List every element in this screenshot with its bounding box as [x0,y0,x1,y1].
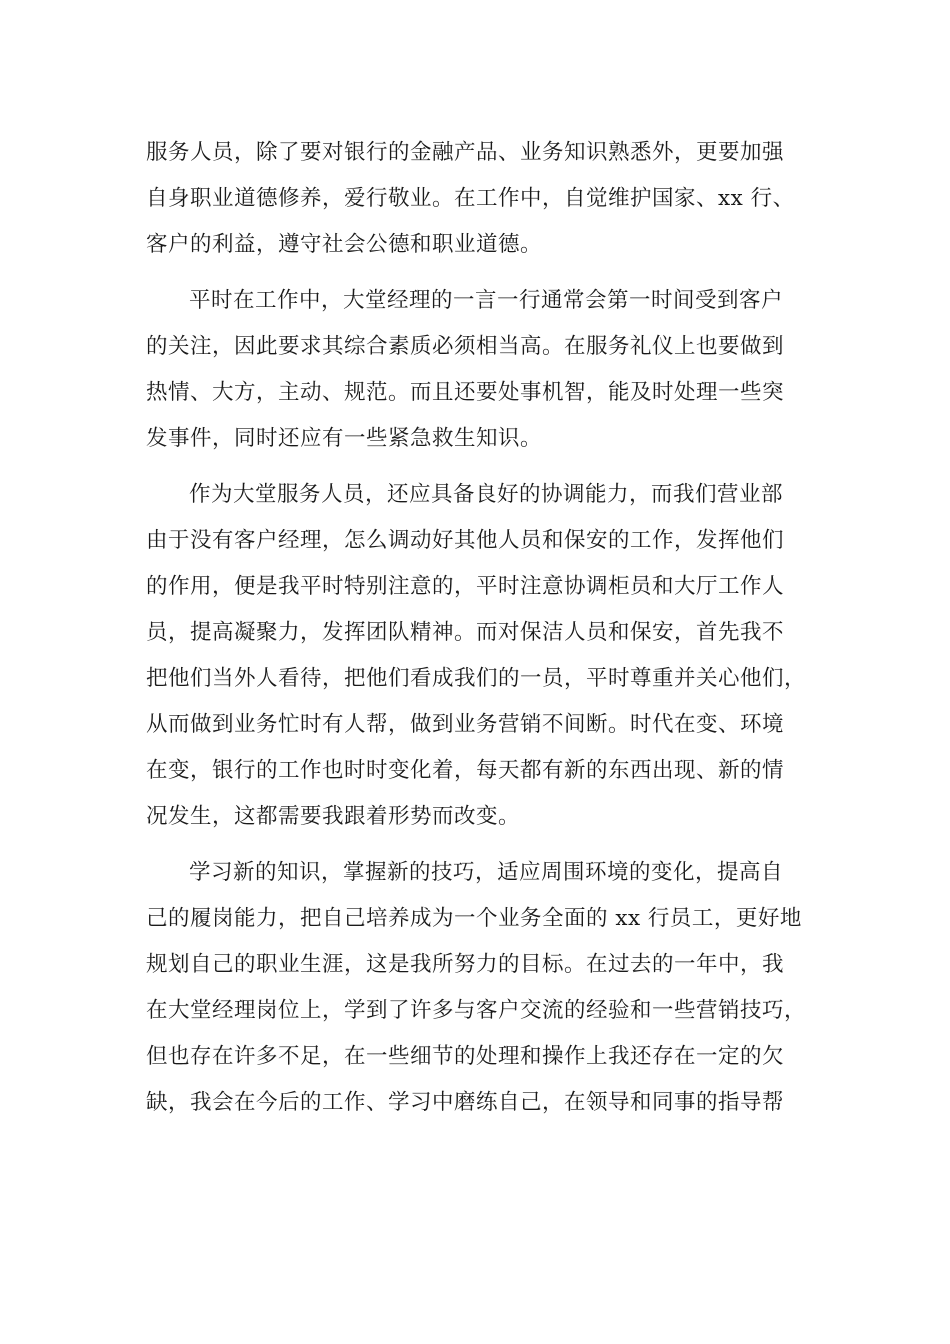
text-line: 作为大堂服务人员，还应具备良好的协调能力，而我们营业部 [189,482,784,507]
text-line: 把他们当外人看待，把他们看成我们的一员，平时尊重并关心他们， [146,666,807,691]
text-line: 的作用，便是我平时特别注意的，平时注意协调柜员和大厅工作人 [146,574,785,599]
text-line: 客户的利益，遵守社会公德和职业道德。 [146,232,543,257]
text-line: 热情、大方，主动、规范。而且还要处事机智，能及时处理一些突 [146,380,785,405]
text-line: 员，提高凝聚力，发挥团队精神。而对保洁人员和保安，首先我不 [146,620,785,645]
paragraph-1 [146,130,806,268]
text-line: 自身职业道德修养，爱行敬业。在工作中，自觉维护国家、xx 行、 [146,186,795,211]
text-line: 的关注，因此要求其综合素质必须相当高。在服务礼仪上也要做到 [146,334,785,359]
text-line: 学习新的知识，掌握新的技巧，适应周围环境的变化，提高自 [189,860,784,885]
text-line: 从而做到业务忙时有人帮，做到业务营销不间断。时代在变、环境 [146,712,785,737]
text-line: 平时在工作中，大堂经理的一言一行通常会第一时间受到客户 [189,288,784,313]
text-line: 在变，银行的工作也时时变化着，每天都有新的东西出现、新的情 [146,758,785,783]
paragraph-2 [146,278,806,462]
text-line: 由于没有客户经理，怎么调动好其他人员和保安的工作，发挥他们 [146,528,785,553]
text-line: 缺，我会在今后的工作、学习中磨练自己，在领导和同事的指导帮 [146,1090,785,1115]
paragraph-3 [146,472,806,840]
text-line: 服务人员，除了要对银行的金融产品、业务知识熟悉外，更要加强 [146,140,785,165]
text-line: 在大堂经理岗位上，学到了许多与客户交流的经验和一些营销技巧， [146,998,807,1023]
paragraph-4 [146,850,806,1126]
text-line: 己的履岗能力，把自己培养成为一个业务全面的 xx 行员工，更好地 [146,906,802,931]
text-line: 规划自己的职业生涯，这是我所努力的目标。在过去的一年中，我 [146,952,785,977]
text-line: 况发生，这都需要我跟着形势而改变。 [146,804,521,829]
text-line: 但也存在许多不足，在一些细节的处理和操作上我还存在一定的欠 [146,1044,785,1069]
document-body [146,130,806,1136]
text-line: 发事件，同时还应有一些紧急救生知识。 [146,426,543,451]
